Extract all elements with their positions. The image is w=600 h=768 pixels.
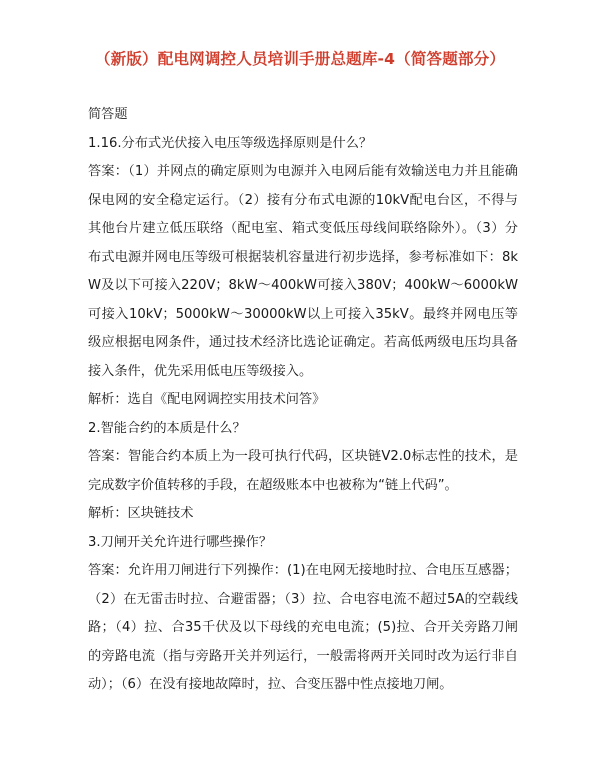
document-body bbox=[88, 101, 518, 700]
question-1-analysis: 解析：选自《配电网调控实用技术问答》 bbox=[88, 392, 326, 407]
question-3-text: 3.刀闸开关允许进行哪些操作？ bbox=[88, 534, 273, 550]
question-2-answer: 答案：智能合约本质上为一段可执行代码，区块链V2.0标志性的技术，是完成数字价值转移的手段，在超级账本中也被称为“链上代码”。 bbox=[88, 449, 518, 493]
document-title: （新版）配电网调控人员培训手册总题库-4（简答题部分） bbox=[94, 50, 506, 68]
question-3-answer: 答案：允许用刀闸进行下列操作：(1)在电网无接地时拉、合电压互感器；（2）在无雷击时拉、合避雷器；（3）拉、合电容电流不超过5A的空载线路；（4）拉、合35千伏及以下母线的充电电流；(5)拉、合开关旁路刀闸的旁路电流（指与旁路开关并列运行，一般需将两开关同时改为运行非自动）；（6）在没有接地故障时，拉、合变压器中性点接地刀闸。 bbox=[88, 563, 518, 692]
section-heading: 简答题 bbox=[88, 107, 128, 122]
question-1-text: 1.16.分布式光伏接入电压等级选择原则是什么？ bbox=[88, 135, 373, 151]
question-2-text: 2.智能合约的本质是什么？ bbox=[88, 420, 246, 436]
question-1-answer: 答案：（1）并网点的确定原则为电源并入电网后能有效输送电力并且能确保电网的安全稳定运行。（2）接有分布式电源的10kV配电台区，不得与其他台片建立低压联络（配电室、箱式变低压母线间联络除外）。（3）分布式电源并网电压等级可根据装机容量进行初步选择，参考标准如下：8kW及以下可接入220V；8kW～400kW可接入380V；400kW～6000kW可接入10kV；5000kW～30000kW以上可接入35kV。最终并网电压等级应根据电网条件，通过技术经济比选论证确定。若高低两级电压均具备接入条件，优先采用低电压等级接入。 bbox=[88, 164, 518, 379]
question-2-analysis: 解析：区块链技术 bbox=[88, 506, 194, 521]
